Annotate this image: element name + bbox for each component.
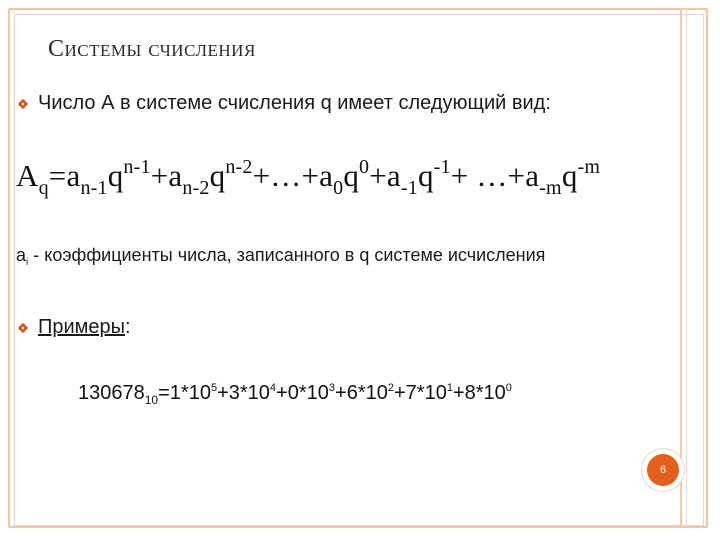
page-number-badge — [641, 448, 685, 492]
page-number: 6 — [647, 454, 679, 486]
examples-heading: Примеры: — [38, 316, 131, 338]
coefficient-note: $a_i$ - коэффициенты числа, записанного в q системе исчисления — [16, 245, 546, 268]
slide-frame-inner — [14, 14, 704, 526]
examples-link[interactable]: Примеры — [38, 316, 126, 338]
number-expansion-formula: $A_q=a_{n-1}q^{n-1}+a_{n-2}q^{n-2}+\dots+a_0q^0+a_{-1}q^{-1}+$ $\dots+a_{-m}q^{-m}$ — [16, 156, 601, 199]
bullet-flower-icon — [18, 99, 28, 109]
right-divider — [680, 8, 682, 528]
slide-title: Системы счисления — [48, 36, 256, 62]
bullet-text-number-form: Число А в системе счисления q имеет следующий вид: — [38, 92, 551, 114]
bullet-flower-icon — [18, 323, 28, 333]
example-expansion: $130678_{10}=1*10^5+3*10^4+0*10^3+6*10^2+7*10^1+8*10^0$ — [78, 382, 512, 407]
right-divider-thin — [686, 8, 687, 528]
